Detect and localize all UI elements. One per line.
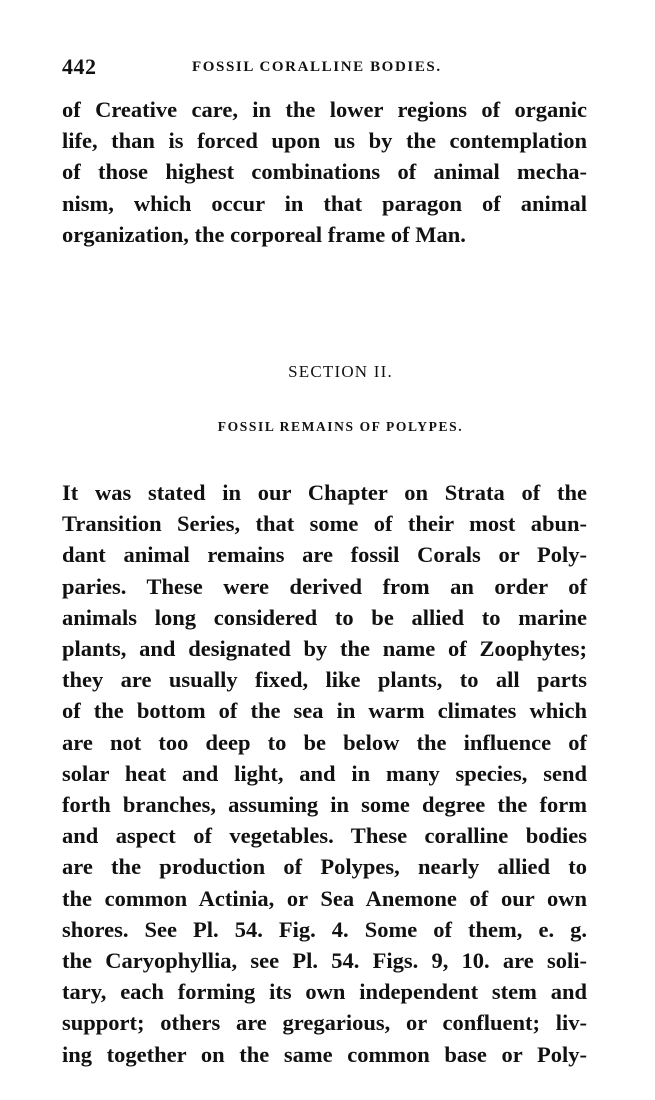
text-line: nism, which occur in that paragon of animal — [62, 190, 587, 216]
running-title: FOSSIL CORALLINE BODIES. — [192, 59, 442, 75]
section-subheading: FOSSIL REMAINS OF POLYPES. — [217, 419, 464, 435]
text-line: tary, each forming its own independent stem and — [62, 979, 587, 1005]
text-line: support; others are gregarious, or confluent; liv- — [62, 1010, 587, 1036]
text-line: life, than is forced upon us by the contemplation — [62, 128, 587, 154]
text-line: shores. See Pl. 54. Fig. 4. Some of them, e. g. — [62, 916, 587, 942]
running-head — [62, 54, 587, 88]
text-line: of the bottom of the sea in warm climates which — [62, 698, 587, 724]
text-line: plants, and designated by the name of Zoophytes; — [62, 636, 587, 662]
text-line: Transition Series, that some of their most abun- — [62, 511, 587, 537]
book-page — [62, 54, 587, 1070]
text-line: and aspect of vegetables. These coralline bodies — [62, 823, 587, 849]
section-heading: SECTION II. — [288, 362, 393, 382]
text-line: It was stated in our Chapter on Strata of the — [62, 480, 587, 506]
text-line: the common Actinia, or Sea Anemone of our own — [62, 885, 587, 911]
text-line: ing together on the same common base or Poly- — [62, 1041, 587, 1067]
body-paragraph — [62, 477, 587, 1070]
text-line: the Caryophyllia, see Pl. 54. Figs. 9, 10. are soli- — [62, 948, 587, 974]
text-line: organization, the corporeal frame of Man. — [62, 221, 466, 247]
text-line: they are usually fixed, like plants, to all parts — [62, 667, 587, 693]
text-line: of Creative care, in the lower regions of organic — [62, 97, 587, 122]
text-line: are the production of Polypes, nearly allied to — [62, 854, 587, 880]
text-line: solar heat and light, and in many species, send — [62, 760, 587, 786]
text-line: dant animal remains are fossil Corals or Poly- — [62, 542, 587, 568]
text-line: forth branches, assuming in some degree the form — [62, 792, 587, 818]
text-line: paries. These were derived from an order of — [62, 573, 587, 599]
text-line: are not too deep to be below the influence of — [62, 729, 587, 755]
text-line: animals long considered to be allied to marine — [62, 604, 587, 630]
text-line: of those highest combinations of animal mecha- — [62, 159, 587, 185]
intro-paragraph — [62, 94, 587, 250]
page-number: 442 — [62, 54, 97, 79]
